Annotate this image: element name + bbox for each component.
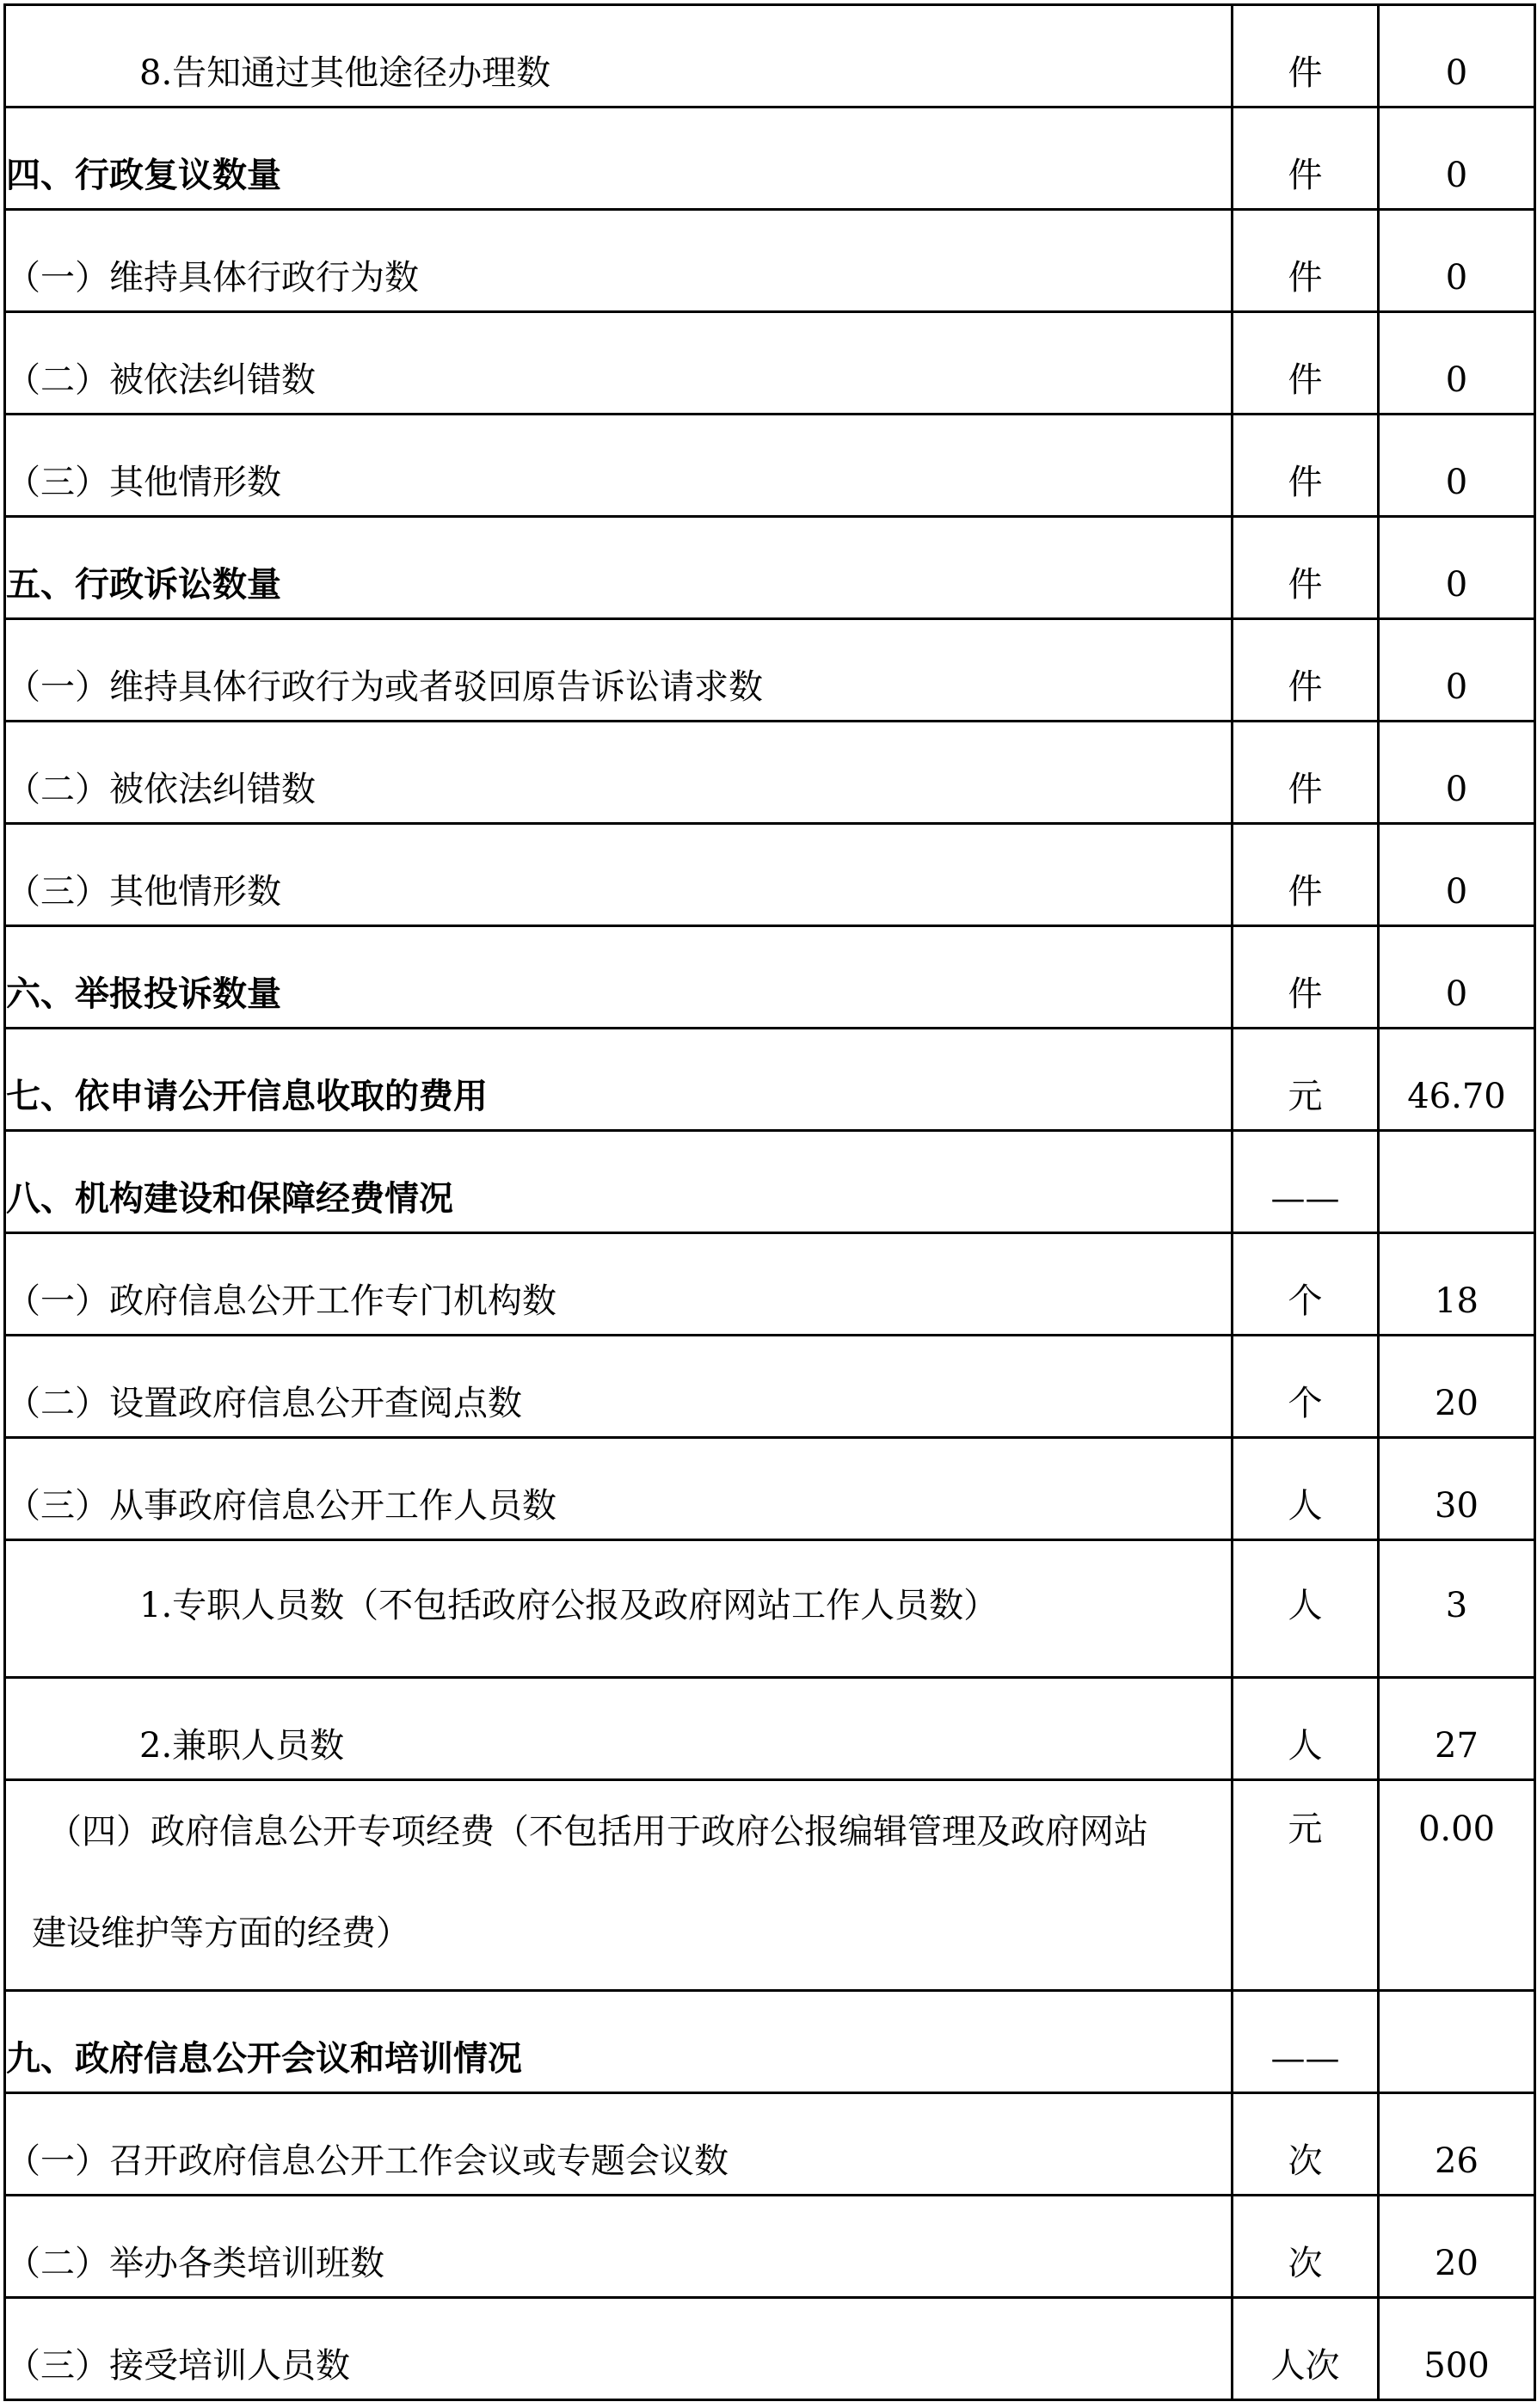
row-item-label: （三）从事政府信息公开工作人员数	[5, 1438, 1233, 1540]
row-item-label: 1.专职人员数（不包括政府公报及政府网站工作人员数）	[5, 1540, 1233, 1678]
row-unit: 人	[1233, 1540, 1379, 1678]
row-unit: ——	[1233, 1991, 1379, 2093]
row-item-label: （一）政府信息公开工作专门机构数	[5, 1233, 1233, 1336]
statistics-table	[3, 3, 1536, 2401]
row-unit: 个	[1233, 1233, 1379, 1336]
section-heading: 七、依申请公开信息收取的费用	[5, 1029, 1233, 1131]
table-row	[5, 5, 1535, 108]
row-value: 46.70	[1379, 1029, 1535, 1131]
row-unit: 件	[1233, 824, 1379, 926]
row-item-label: （二）被依法纠错数	[5, 722, 1233, 824]
row-unit: 件	[1233, 619, 1379, 722]
row-value: 20	[1379, 2196, 1535, 2298]
row-unit: 次	[1233, 2093, 1379, 2196]
row-item-label: （二）设置政府信息公开查阅点数	[5, 1336, 1233, 1438]
table-row	[5, 517, 1535, 619]
row-value: 27	[1379, 1678, 1535, 1780]
row-value: 0	[1379, 722, 1535, 824]
section-heading: 四、行政复议数量	[5, 108, 1233, 210]
row-unit: 次	[1233, 2196, 1379, 2298]
row-item-label-line2: 建设维护等方面的经费）	[32, 1914, 410, 1953]
table-row	[5, 312, 1535, 415]
table-row	[5, 1336, 1535, 1438]
row-unit: 元	[1233, 1780, 1379, 1991]
table-row	[5, 210, 1535, 312]
row-unit: 件	[1233, 415, 1379, 517]
row-value: 0	[1379, 824, 1535, 926]
row-unit: 人	[1233, 1678, 1379, 1780]
row-value: 0.00	[1379, 1780, 1535, 1991]
row-value	[1379, 1991, 1535, 2093]
row-value: 18	[1379, 1233, 1535, 1336]
row-item-label: （一）维持具体行政行为数	[5, 210, 1233, 312]
row-item-label: （三）其他情形数	[5, 415, 1233, 517]
row-value: 26	[1379, 2093, 1535, 2196]
row-item-label: （三）其他情形数	[5, 824, 1233, 926]
section-heading: 六、举报投诉数量	[5, 926, 1233, 1029]
table-row	[5, 619, 1535, 722]
row-value: 20	[1379, 1336, 1535, 1438]
row-value: 3	[1379, 1540, 1535, 1678]
row-item-label: （三）接受培训人员数	[5, 2298, 1233, 2400]
row-unit: 件	[1233, 517, 1379, 619]
row-item-label: （一）维持具体行政行为或者驳回原告诉讼请求数	[5, 619, 1233, 722]
table-row	[5, 1540, 1535, 1678]
row-unit: 件	[1233, 210, 1379, 312]
table-row	[5, 722, 1535, 824]
table-row	[5, 1131, 1535, 1233]
row-value: 500	[1379, 2298, 1535, 2400]
row-unit: 元	[1233, 1029, 1379, 1131]
table-row	[5, 1233, 1535, 1336]
section-heading: 九、政府信息公开会议和培训情况	[5, 1991, 1233, 2093]
row-item-label	[5, 1780, 1233, 1991]
section-heading: 八、机构建设和保障经费情况	[5, 1131, 1233, 1233]
row-value: 0	[1379, 926, 1535, 1029]
row-item-label-line1: （四）政府信息公开专项经费（不包括用于政府公报编辑管理及政府网站	[47, 1812, 1148, 1852]
row-value: 0	[1379, 517, 1535, 619]
row-item-label: 2.兼职人员数	[5, 1678, 1233, 1780]
row-unit: 个	[1233, 1336, 1379, 1438]
row-unit: 件	[1233, 926, 1379, 1029]
row-unit: 件	[1233, 312, 1379, 415]
row-item-label: 8.告知通过其他途径办理数	[5, 5, 1233, 108]
section-heading: 五、行政诉讼数量	[5, 517, 1233, 619]
table-row	[5, 824, 1535, 926]
row-unit: 人	[1233, 1438, 1379, 1540]
row-unit: 人次	[1233, 2298, 1379, 2400]
table-row	[5, 1991, 1535, 2093]
table-row	[5, 1780, 1535, 1991]
table-row	[5, 2196, 1535, 2298]
table-row	[5, 926, 1535, 1029]
row-value	[1379, 1131, 1535, 1233]
table-row	[5, 2093, 1535, 2196]
row-value: 0	[1379, 619, 1535, 722]
table-row	[5, 415, 1535, 517]
row-item-label: （二）被依法纠错数	[5, 312, 1233, 415]
table-row	[5, 1438, 1535, 1540]
row-item-label: （二）举办各类培训班数	[5, 2196, 1233, 2298]
row-value: 0	[1379, 210, 1535, 312]
row-unit: ——	[1233, 1131, 1379, 1233]
row-value: 30	[1379, 1438, 1535, 1540]
row-item-label: （一）召开政府信息公开工作会议或专题会议数	[5, 2093, 1233, 2196]
table-row	[5, 1029, 1535, 1131]
row-value: 0	[1379, 415, 1535, 517]
row-value: 0	[1379, 312, 1535, 415]
table-row	[5, 2298, 1535, 2400]
row-unit: 件	[1233, 108, 1379, 210]
row-value: 0	[1379, 5, 1535, 108]
row-value: 0	[1379, 108, 1535, 210]
table-row	[5, 108, 1535, 210]
row-unit: 件	[1233, 722, 1379, 824]
row-unit: 件	[1233, 5, 1379, 108]
table-row	[5, 1678, 1535, 1780]
